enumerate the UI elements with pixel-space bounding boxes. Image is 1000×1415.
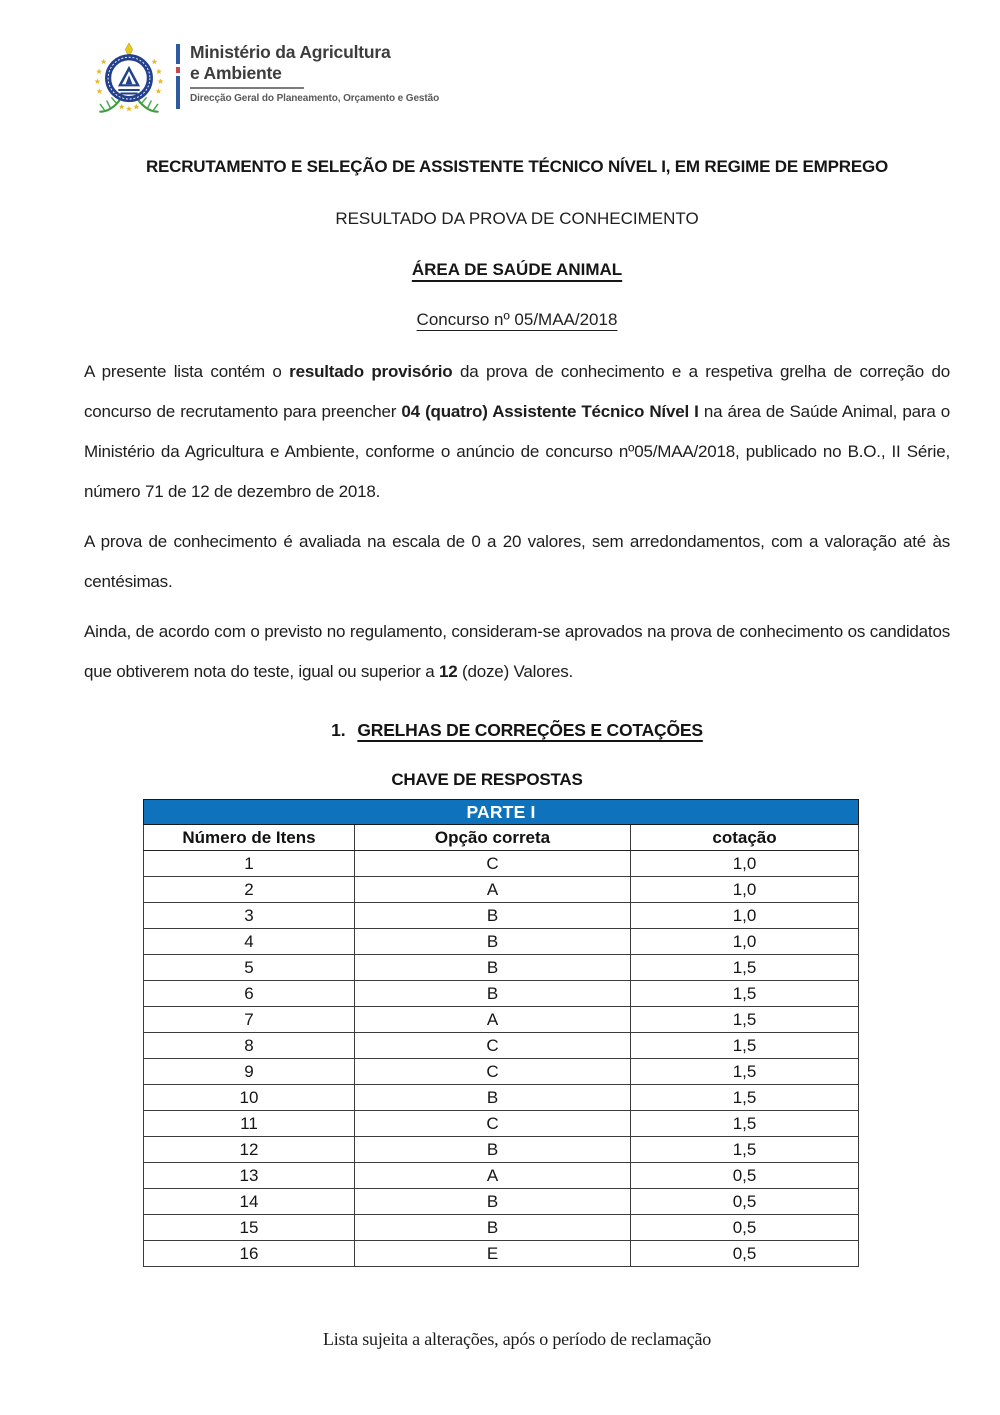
table-cell: 0,5 <box>631 1241 859 1267</box>
ministry-name-line2: e Ambiente <box>190 63 282 83</box>
document-title: RECRUTAMENTO E SELEÇÃO DE ASSISTENTE TÉCNICO NÍVEL I, EM REGIME DE EMPREGO <box>145 157 889 176</box>
table-cell: B <box>355 903 631 929</box>
bold-text-segment: 12 <box>439 662 458 681</box>
footer-note: Lista sujeita a alterações, após o período de reclamação <box>322 1329 712 1349</box>
table-cell: B <box>355 1137 631 1163</box>
table-cell: 1,0 <box>631 877 859 903</box>
table-cell: 12 <box>144 1137 355 1163</box>
bold-text-segment: 04 (quatro) Assistente Técnico Nível I <box>401 402 699 421</box>
text-segment: Ainda, de acordo com o previsto no regulamento, consideram-se aprovados na prova de conhecimento os candidatos que obtiverem nota do teste, igual ou superior a <box>84 622 950 681</box>
table-cell: 10 <box>144 1085 355 1111</box>
table-cell: E <box>355 1241 631 1267</box>
table-row <box>144 903 859 929</box>
separator-blue-segment <box>176 44 180 64</box>
table-cell: B <box>355 1085 631 1111</box>
document-body <box>0 157 1000 1267</box>
section-number: 1. <box>331 720 346 740</box>
table-cell: 1,5 <box>631 1033 859 1059</box>
table-cell: 1,5 <box>631 1059 859 1085</box>
table-cell: B <box>355 929 631 955</box>
paragraph-1 <box>84 352 950 512</box>
table-cell: 1,5 <box>631 981 859 1007</box>
table-cell: 1,0 <box>631 929 859 955</box>
table-cell: 16 <box>144 1241 355 1267</box>
table-cell: 6 <box>144 981 355 1007</box>
answer-key-heading: CHAVE DE RESPOSTAS <box>391 770 583 789</box>
table-row <box>144 1007 859 1033</box>
table-cell: 13 <box>144 1163 355 1189</box>
table-cell: B <box>355 1215 631 1241</box>
bold-text-segment: resultado provisório <box>289 362 453 381</box>
table-cell: 1 <box>144 851 355 877</box>
table-row <box>144 1215 859 1241</box>
table-cell: 3 <box>144 903 355 929</box>
column-header-item-number: Número de Itens <box>144 825 355 851</box>
table-part-header: PARTE I <box>144 800 859 825</box>
table-cell: C <box>355 1111 631 1137</box>
table-cell: 1,5 <box>631 1085 859 1111</box>
document-header <box>0 0 1000 115</box>
table-cell: 9 <box>144 1059 355 1085</box>
text-segment: A presente lista contém o <box>84 362 290 381</box>
table-row <box>144 981 859 1007</box>
section-title: GRELHAS DE CORREÇÕES E COTAÇÕES <box>357 720 703 740</box>
contest-number: Concurso nº 05/MAA/2018 <box>416 310 618 329</box>
table-cell: 1,5 <box>631 1111 859 1137</box>
ministry-name-line1: Ministério da Agricultura <box>190 42 391 62</box>
table-row <box>144 877 859 903</box>
table-cell: 0,5 <box>631 1163 859 1189</box>
table-row <box>144 929 859 955</box>
table-row <box>144 1163 859 1189</box>
header-separator-bar <box>176 44 180 109</box>
table-cell: 1,5 <box>631 1137 859 1163</box>
table-cell: 1,0 <box>631 903 859 929</box>
text-segment: na área de Saúde Animal, para o Ministério da Agricultura e Ambiente, conforme o anúncio de concurso nº05/MAA/2018, publicado no B.O., II Série, número 71 de 12 de dezembro de 2018. <box>84 402 951 501</box>
table-row <box>144 955 859 981</box>
table-row <box>144 851 859 877</box>
table-cell: 1,5 <box>631 1007 859 1033</box>
column-header-score: cotação <box>631 825 859 851</box>
table-row <box>144 1241 859 1267</box>
table-cell: C <box>355 1033 631 1059</box>
table-cell: 8 <box>144 1033 355 1059</box>
table-cell: 7 <box>144 1007 355 1033</box>
table-cell: 0,5 <box>631 1189 859 1215</box>
table-cell: C <box>355 851 631 877</box>
text-segment: da prova de conhecimento e a respetiva grelha de correção do concurso de recrutamento para preencher <box>84 362 950 421</box>
table-cell: A <box>355 877 631 903</box>
table-column-header-row <box>144 825 859 851</box>
table-row <box>144 1059 859 1085</box>
text-segment: (doze) Valores. <box>457 662 574 681</box>
table-row <box>144 1189 859 1215</box>
ministry-rule <box>190 87 304 89</box>
paragraph-2: A prova de conhecimento é avaliada na escala de 0 a 20 valores, sem arredondamentos, com a valoração até às centésimas. <box>84 532 950 591</box>
table-cell: B <box>355 981 631 1007</box>
answer-table-body <box>144 851 859 1267</box>
column-header-correct-option: Opção correta <box>355 825 631 851</box>
table-cell: B <box>355 955 631 981</box>
table-cell: C <box>355 1059 631 1085</box>
table-row <box>144 1085 859 1111</box>
table-cell: 14 <box>144 1189 355 1215</box>
answer-key-table <box>143 799 859 1267</box>
table-row <box>144 1111 859 1137</box>
table-cell: 5 <box>144 955 355 981</box>
department-name: Direcção Geral do Planeamento, Orçamento e Gestão <box>190 93 440 104</box>
table-cell: 15 <box>144 1215 355 1241</box>
table-cell: 2 <box>144 877 355 903</box>
area-title: ÁREA DE SAÚDE ANIMAL <box>411 260 623 279</box>
separator-blue-segment <box>176 76 180 109</box>
table-cell: 0,5 <box>631 1215 859 1241</box>
table-cell: 1,5 <box>631 955 859 981</box>
table-cell: A <box>355 1163 631 1189</box>
table-cell: 11 <box>144 1111 355 1137</box>
table-cell: A <box>355 1007 631 1033</box>
document-subtitle: RESULTADO DA PROVA DE CONHECIMENTO <box>335 209 699 228</box>
table-row <box>144 1137 859 1163</box>
paragraph-3 <box>84 612 950 692</box>
separator-red-segment <box>176 67 180 73</box>
table-row <box>144 1033 859 1059</box>
ministry-name-block <box>190 42 439 104</box>
table-cell: B <box>355 1189 631 1215</box>
table-cell: 1,0 <box>631 851 859 877</box>
section-heading <box>84 720 950 741</box>
table-cell: 4 <box>144 929 355 955</box>
table-part-header-row <box>144 800 859 825</box>
cape-verde-coat-of-arms-icon <box>88 38 170 115</box>
